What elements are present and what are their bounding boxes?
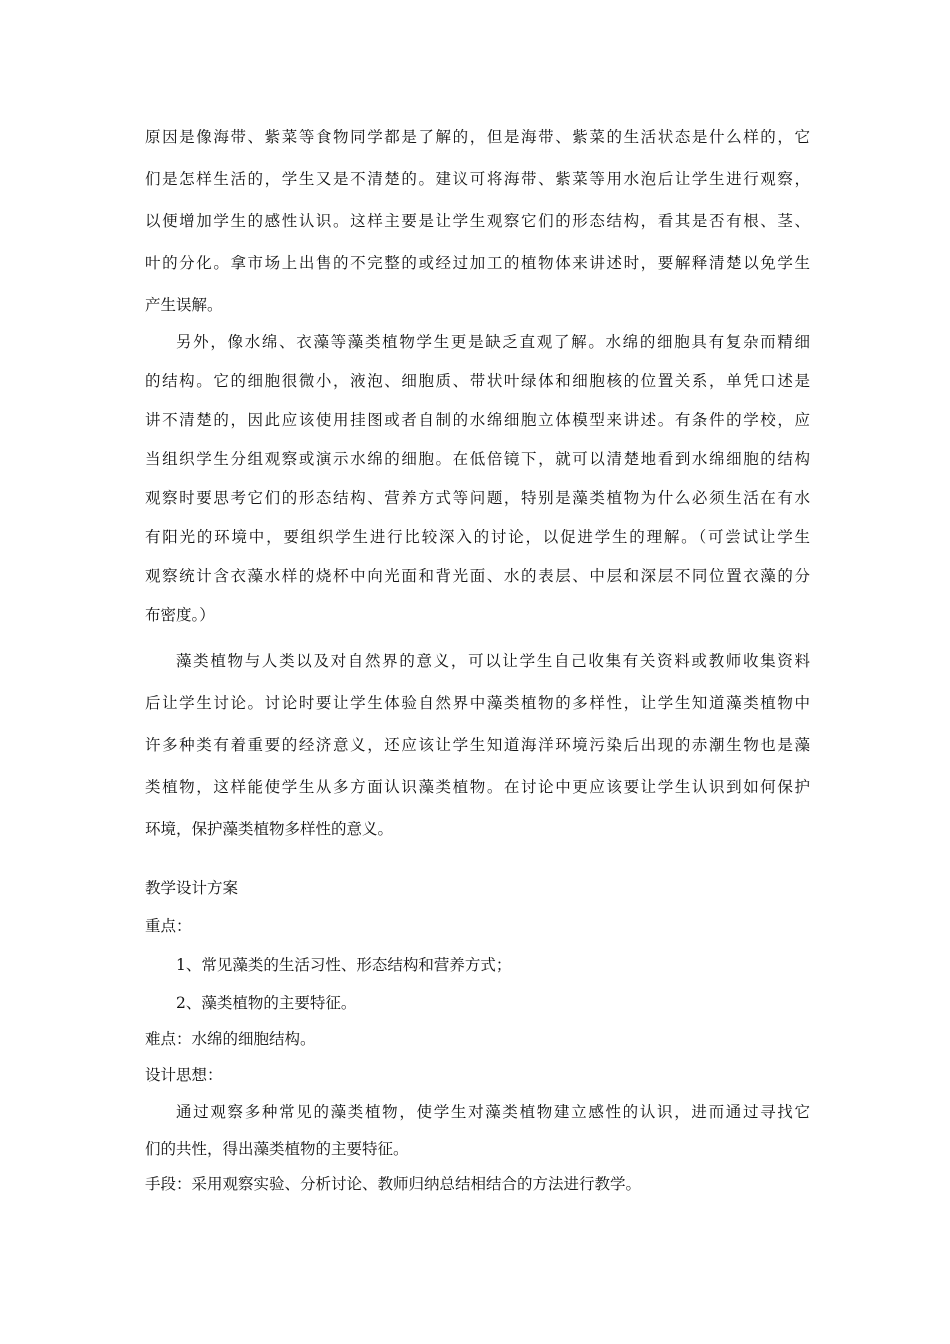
section-heading: 教学设计方案 xyxy=(145,879,239,897)
text-line: 讲不清楚的，因此应该使用挂图或者自制的水绵细胞立体模型来讲述。有条件的学校，应 xyxy=(145,411,810,429)
design-idea-label: 设计思想： xyxy=(145,1066,223,1084)
text-line: 有阳光的环境中，要组织学生进行比较深入的讨论，以促进学生的理解。（可尝试让学生 xyxy=(145,528,810,546)
text-line: 布密度。） xyxy=(145,606,215,624)
text-line: 观察统计含衣藻水样的烧杯中向光面和背光面、水的表层、中层和深层不同位置衣藻的分 xyxy=(145,567,810,585)
text-line: 的结构。它的细胞很微小，液泡、细胞质、带状叶绿体和细胞核的位置关系，单凭口述是 xyxy=(145,372,810,390)
key-point-item: 1、常见藻类的生活习性、形态结构和营养方式； xyxy=(176,956,512,974)
method-line: 手段：采用观察实验、分析讨论、教师归纳总结相结合的方法进行教学。 xyxy=(145,1175,642,1193)
design-idea-text: 们的共性，得出藻类植物的主要特征。 xyxy=(145,1140,409,1158)
text-line: 藻类植物与人类以及对自然界的意义，可以让学生自己收集有关资料或教师收集资料 xyxy=(176,652,810,670)
text-line: 观察时要思考它们的形态结构、营养方式等问题，特别是藻类植物为什么必须生活在有水 xyxy=(145,489,810,507)
key-points-label: 重点： xyxy=(145,917,192,935)
text-line: 另外，像水绵、衣藻等藻类植物学生更是缺乏直观了解。水绵的细胞具有复杂而精细 xyxy=(176,333,810,351)
text-line: 后让学生讨论。讨论时要让学生体验自然界中藻类植物的多样性，让学生知道藻类植物中 xyxy=(145,694,810,712)
text-line: 原因是像海带、紫菜等食物同学都是了解的，但是海带、紫菜的生活状态是什么样的，它 xyxy=(145,128,810,146)
text-line: 类植物，这样能使学生从多方面认识藻类植物。在讨论中更应该要让学生认识到如何保护 xyxy=(145,778,810,796)
text-line: 叶的分化。拿市场上出售的不完整的或经过加工的植物体来讲述时，要解释清楚以免学生 xyxy=(145,254,810,272)
text-line: 们是怎样生活的，学生又是不清楚的。建议可将海带、紫菜等用水泡后让学生进行观察， xyxy=(145,170,810,188)
text-line: 以便增加学生的感性认识。这样主要是让学生观察它们的形态结构，看其是否有根、茎、 xyxy=(145,212,810,230)
design-idea-text: 通过观察多种常见的藻类植物，使学生对藻类植物建立感性的认识，进而通过寻找它 xyxy=(176,1103,810,1121)
key-point-item: 2、藻类植物的主要特征。 xyxy=(176,994,357,1012)
text-line: 产生误解。 xyxy=(145,296,223,314)
difficulty-line: 难点：水绵的细胞结构。 xyxy=(145,1030,316,1048)
text-line: 当组织学生分组观察或演示水绵的细胞。在低倍镜下，就可以清楚地看到水绵细胞的结构 xyxy=(145,450,810,468)
text-line: 许多种类有着重要的经济意义，还应该让学生知道海洋环境污染后出现的赤潮生物也是藻 xyxy=(145,736,810,754)
text-line: 环境，保护藻类植物多样性的意义。 xyxy=(145,820,394,838)
